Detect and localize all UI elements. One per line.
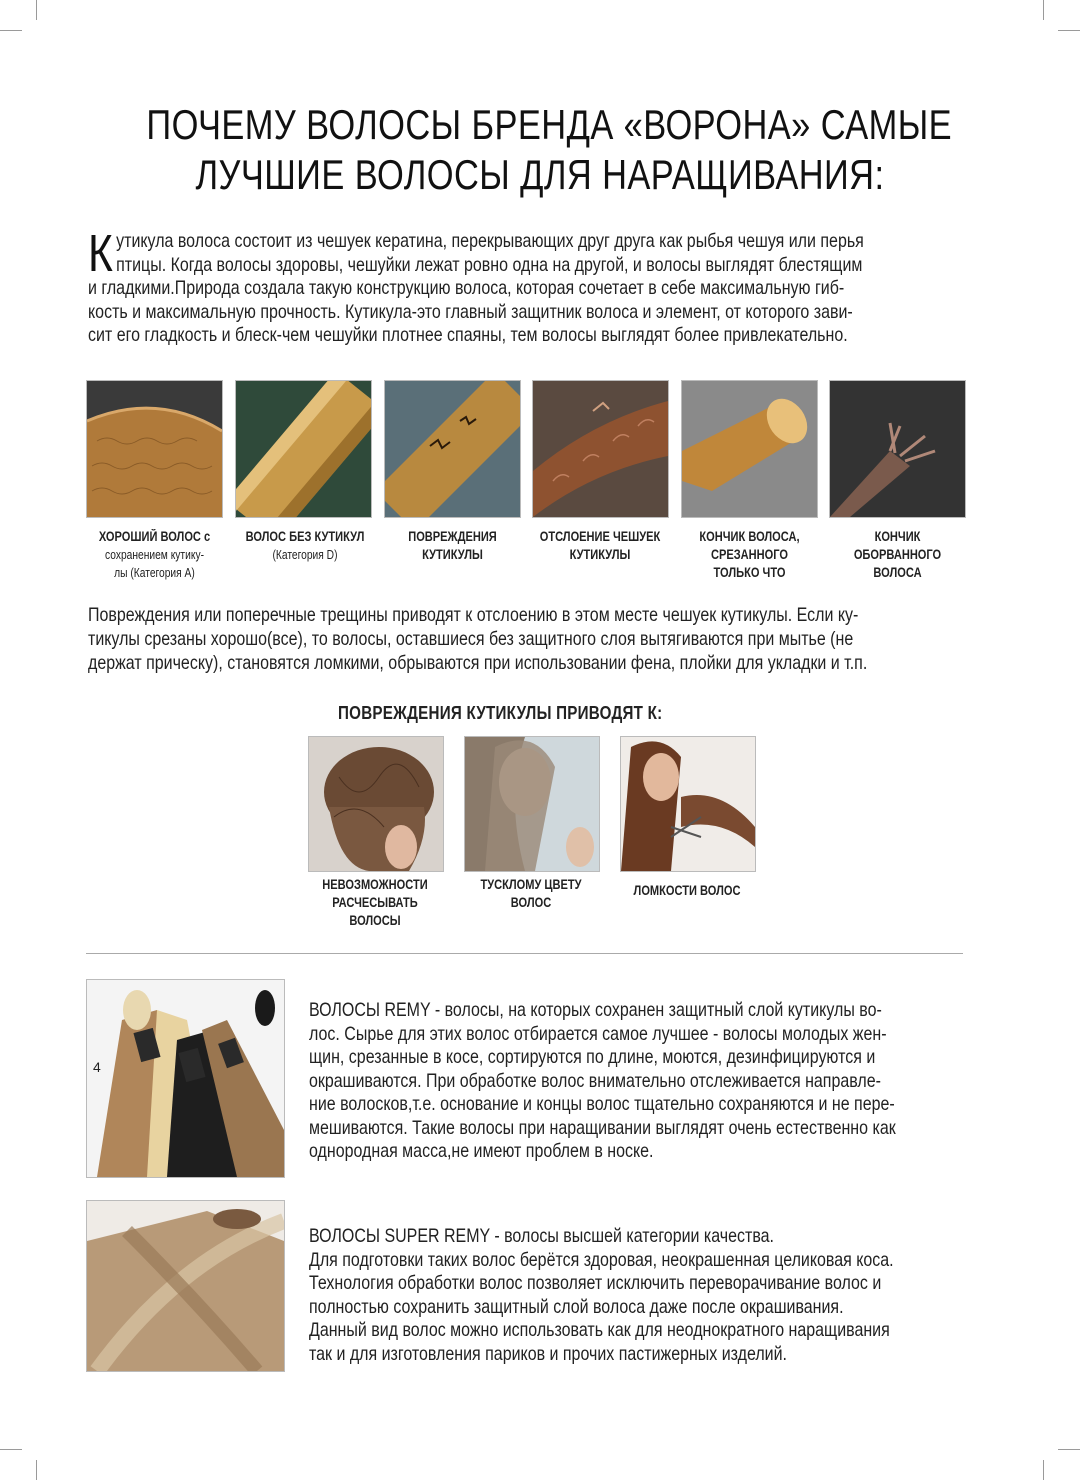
caption-line: КОНЧИК ВОЛОСА, bbox=[699, 529, 800, 544]
caption-line: ХОРОШИЙ ВОЛОС с bbox=[98, 529, 211, 544]
caption-good-hair bbox=[82, 528, 227, 582]
caption-peeling bbox=[520, 528, 680, 564]
intro-line: и гладкими.Природа создала такую конструкцию волоса, которая сочетает в себе максимальную гиб- bbox=[88, 277, 845, 299]
caption-line: РАСЧЕСЫВАТЬ bbox=[332, 895, 418, 910]
super-remy-line: ВОЛОСЫ SUPER REMY - волосы высшей категории качества. bbox=[309, 1225, 774, 1247]
page-title bbox=[146, 100, 952, 200]
intro-line: кость и максимальную прочность. Кутикула-это главный защитник волоса и элемент, от которого зави- bbox=[88, 300, 853, 323]
caption-fresh-tip bbox=[677, 528, 822, 582]
intro-line: сит его гладкость и блеск-чем чешуйки плотнее спаяны, тем волосы выглядят более привлекательно. bbox=[88, 324, 848, 346]
intro-line: утикула волоса состоит из чешуек кератина, перекрывающих друг друга как рыбья чешуя или перья bbox=[116, 230, 864, 252]
damage-paragraph bbox=[88, 603, 970, 675]
caption-broken-tip bbox=[825, 528, 970, 582]
caption-brittle bbox=[612, 882, 762, 900]
remy-line: щин, срезанные в косе, сортируются по длине, моются, дезинфицируются и bbox=[309, 1046, 876, 1068]
damage-line: Повреждения или поперечные трещины приводят к отслоению в этом месте чешуек кутикулы. Если ку- bbox=[88, 604, 859, 626]
damage-line: тикулы срезаны хорошо(все), то волосы, оставшиеся без защитного слоя вытягиваются при мытье (не bbox=[88, 628, 854, 650]
caption-line: СРЕЗАННОГО bbox=[710, 547, 789, 562]
remy-heading: ВОЛОСЫ REMY bbox=[309, 999, 431, 1021]
title-line: ЛУЧШИЕ ВОЛОСЫ ДЛЯ НАРАЩИВАНИЯ: bbox=[195, 151, 885, 198]
caption-line: КУТИКУЛЫ bbox=[569, 547, 631, 562]
caption-line: (Категория D) bbox=[272, 548, 338, 562]
page-number: 4 bbox=[93, 1059, 101, 1075]
caption-line: ВОЛОС bbox=[510, 895, 552, 910]
super-remy-line: Для подготовки таких волос берётся здоровая, неокрашенная целиковая коса. bbox=[309, 1248, 894, 1271]
dull-hair-photo bbox=[464, 736, 600, 872]
caption-line: ОТСЛОЕНИЕ ЧЕШУЕК bbox=[539, 529, 661, 544]
caption-line: НЕВОЗМОЖНОСТИ bbox=[322, 877, 428, 892]
remy-line: лос. Сырье для этих волос отбирается самое лучшее - волосы молодых жен- bbox=[309, 1022, 887, 1045]
caption-line: ВОЛОСЫ bbox=[349, 913, 401, 928]
caption-line: ТОЛЬКО ЧТО bbox=[713, 565, 786, 580]
remy-line: ние волосков,т.е. основание и концы волос тщательно сохраняются и не пере- bbox=[309, 1093, 895, 1115]
damage-line: держат прическу), становятся ломкими, обрываются при использовании фена, плойки для укладки и т.п. bbox=[88, 652, 868, 674]
super-remy-line: Технология обработки волос позволяет исключить переворачивание волос и bbox=[309, 1272, 882, 1294]
damaged-cuticle-photo bbox=[384, 380, 521, 518]
crop-mark bbox=[0, 1449, 22, 1450]
no-cuticle-photo bbox=[235, 380, 372, 518]
intro-line: птицы. Когда волосы здоровы, чешуйки лежат ровно одна на другой, и волосы выглядят блестящим bbox=[116, 253, 863, 276]
remy-hair-photo bbox=[86, 979, 285, 1178]
remy-line: мешиваются. Такие волосы при наращивании выглядят очень естественно как bbox=[309, 1116, 896, 1139]
caption-dull bbox=[456, 876, 606, 912]
good-hair-photo bbox=[86, 380, 223, 518]
caption-line: лы (Категория А) bbox=[114, 566, 195, 580]
remy-line: ВОЛОСЫ REMY - волосы, на которых сохранен защитный слой кутикулы во- bbox=[309, 999, 882, 1021]
caption-damage bbox=[380, 528, 525, 564]
remy-line: однородная масса,не имеют проблем в носке. bbox=[309, 1140, 654, 1162]
crop-mark bbox=[1043, 0, 1044, 20]
crop-mark bbox=[36, 1460, 37, 1480]
super-remy-description bbox=[309, 1225, 961, 1366]
consequences-heading: ПОВРЕЖДЕНИЯ КУТИКУЛЫ ПРИВОДЯТ К: bbox=[338, 702, 663, 723]
caption-line: ЛОМКОСТИ ВОЛОС bbox=[633, 883, 741, 898]
crop-mark bbox=[1043, 1460, 1044, 1480]
tangled-hair-photo bbox=[308, 736, 444, 872]
super-remy-line: так и для изготовления париков и прочих пастижерных изделий. bbox=[309, 1342, 787, 1365]
drop-cap: К bbox=[88, 225, 113, 283]
intro-paragraph bbox=[88, 225, 965, 348]
super-remy-hair-photo bbox=[86, 1200, 285, 1372]
fresh-cut-tip-photo bbox=[681, 380, 818, 518]
remy-description bbox=[309, 999, 961, 1164]
crop-mark bbox=[0, 30, 22, 31]
crop-mark bbox=[1058, 30, 1080, 31]
crop-mark bbox=[1058, 1449, 1080, 1450]
super-remy-heading: ВОЛОСЫ SUPER REMY bbox=[309, 1225, 490, 1247]
section-divider bbox=[86, 953, 963, 954]
broken-tip-photo bbox=[829, 380, 966, 518]
super-remy-line: Данный вид волос можно использовать как для неоднократного наращивания bbox=[309, 1319, 890, 1341]
brittle-hair-photo bbox=[620, 736, 756, 872]
caption-line: КУТИКУЛЫ bbox=[422, 547, 483, 562]
super-remy-line: полностью сохранить защитный слой волоса даже после окрашивания. bbox=[309, 1295, 844, 1318]
peeling-cuticle-photo bbox=[532, 380, 669, 518]
caption-line: КОНЧИК bbox=[874, 529, 921, 544]
remy-line: окрашиваются. При обработке волос внимательно отслеживается направле- bbox=[309, 1069, 881, 1092]
caption-line: ОБОРВАННОГО bbox=[853, 547, 942, 562]
caption-line: ПОВРЕЖДЕНИЯ bbox=[408, 529, 497, 544]
title-line: ПОЧЕМУ ВОЛОСЫ БРЕНДА «ВОРОНА» САМЫЕ bbox=[146, 101, 952, 148]
caption-line: ВОЛОСА bbox=[873, 565, 922, 580]
caption-tangled bbox=[300, 876, 450, 930]
caption-line: ТУСКЛОМУ ЦВЕТУ bbox=[480, 877, 582, 892]
caption-line: ВОЛОС БЕЗ КУТИКУЛ bbox=[245, 529, 365, 544]
caption-no-cuticle bbox=[225, 528, 385, 564]
caption-line: сохранением кутику- bbox=[105, 548, 204, 562]
crop-mark bbox=[36, 0, 37, 20]
